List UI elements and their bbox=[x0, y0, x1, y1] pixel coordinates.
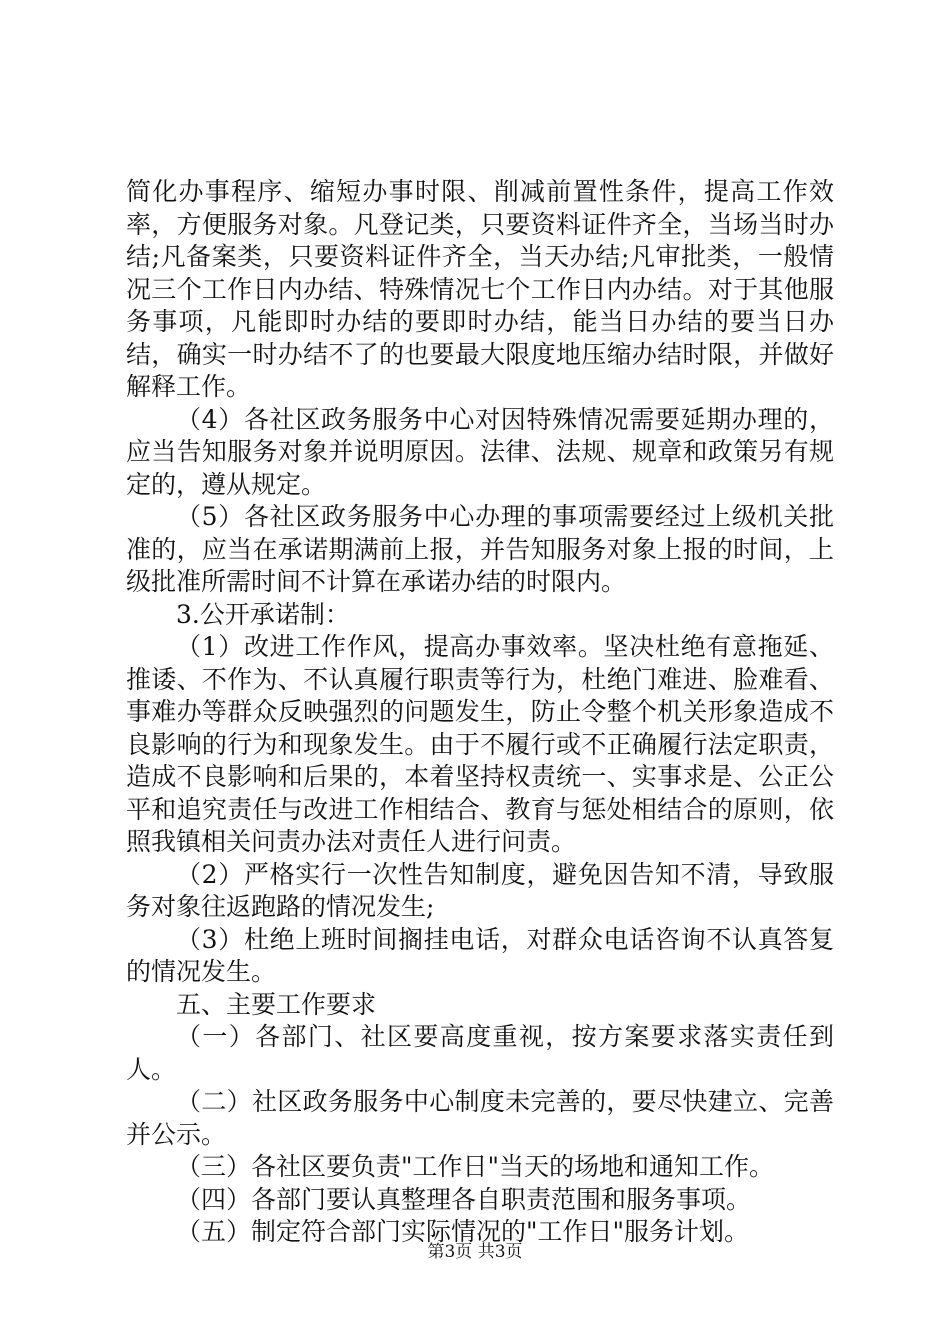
paragraph-commitment-3: （3）杜绝上班时间搁挂电话，对群众电话咨询不认真答复的情况发生。 bbox=[126, 924, 834, 986]
page-number-footer: 第3页 共3页 bbox=[427, 1242, 523, 1262]
paragraph-requirement-5: （五）制定符合部门实际情况的"工作日"服务计划。 bbox=[176, 1217, 750, 1246]
paragraph-item-4: （4）各社区政务服务中心对因特殊情况需要延期办理的，应当告知服务对象并说明原因。法律、法规、规章和政策另有规定的，遵从规定。 bbox=[126, 404, 834, 499]
paragraph-continuation: 简化办事程序、缩短办事时限、削减前置性条件，提高工作效率，方便服务对象。凡登记类，只要资料证件齐全，当场当时办结;凡备案类，只要资料证件齐全，当天办结;凡审批类，一般情况三个工作日内办结、特殊情况七个工作日内办结。对于其他服务事项，凡能即时办结的要即时办结，能当日办结的要当日办结，确实一时办结不了的也要最大限度地压缩办结时限，并做好解释工作。 bbox=[126, 177, 834, 401]
paragraph-commitment-2: （2）严格实行一次性告知制度，避免因告知不清，导致服务对象往返跑路的情况发生; bbox=[126, 859, 834, 921]
section-heading-requirements: 五、主要工作要求 bbox=[176, 989, 377, 1019]
section-heading-public-commitment: 3.公开承诺制： bbox=[176, 599, 350, 629]
document-body bbox=[126, 176, 834, 1249]
paragraph-commitment-1: （1）改进工作作风，提高办事效率。坚决杜绝有意拖延、推诿、不作为、不认真履行职责等行为，杜绝门难进、脸难看、事难办等群众反映强烈的问题发生，防止令整个机关形象造成不良影响的行为和现象发生。由于不履行或不正确履行法定职责，造成不良影响和后果的，本着坚持权责统一、实事求是、公正公平和追究责任与改进工作相结合、教育与惩处相结合的原则，依照我镇相关问责办法对责任人进行问责。 bbox=[126, 632, 834, 856]
paragraph-item-5: （5）各社区政务服务中心办理的事项需要经过上级机关批准的，应当在承诺期满前上报，并告知服务对象上报的时间，上级批准所需时间不计算在承诺办结的时限内。 bbox=[126, 502, 834, 596]
paragraph-requirement-1: （一）各部门、社区要高度重视，按方案要求落实责任到人。 bbox=[126, 1022, 834, 1084]
paragraph-requirement-4: （四）各部门要认真整理各自职责范围和服务事项。 bbox=[176, 1184, 752, 1214]
paragraph-requirement-2: （二）社区政务服务中心制度未完善的，要尽快建立、完善并公示。 bbox=[126, 1087, 834, 1149]
paragraph-requirement-3: （三）各社区要负责"工作日"当天的场地和通知工作。 bbox=[176, 1152, 775, 1181]
